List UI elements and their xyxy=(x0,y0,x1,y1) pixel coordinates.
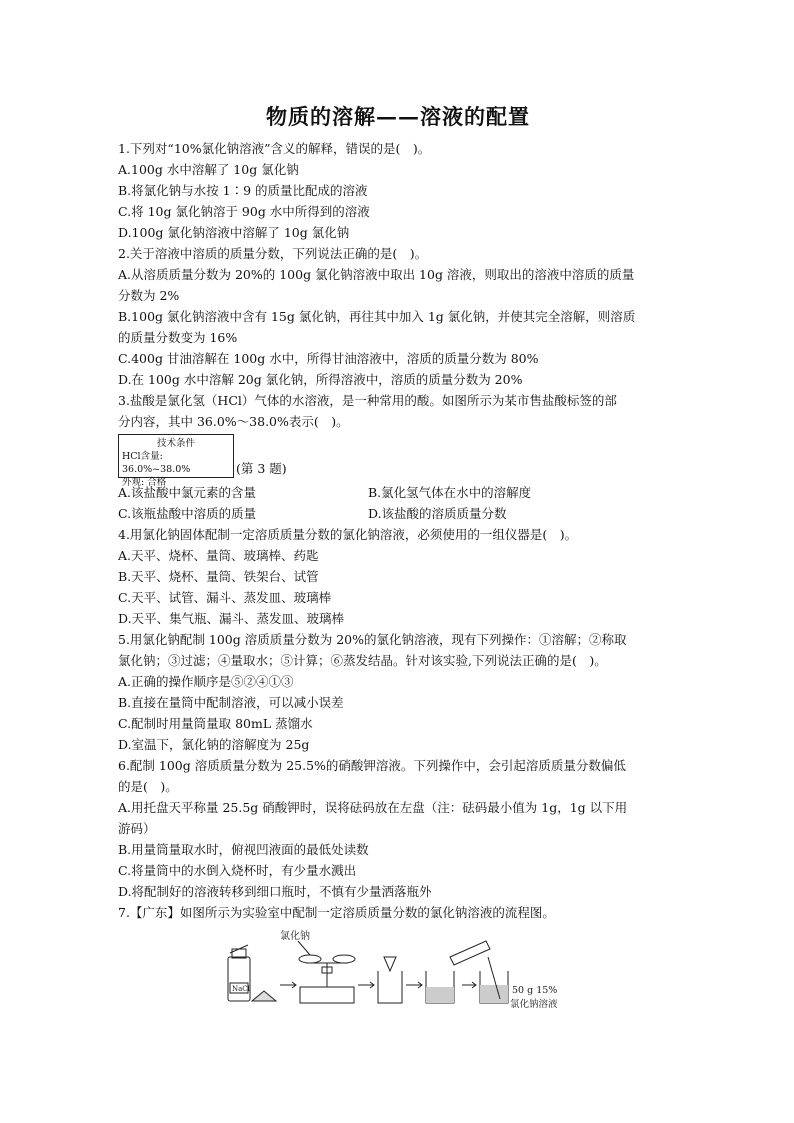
acid-label-content: HCl含量: 36.0%~38.0% xyxy=(122,451,191,475)
q2-stem: 2.关于溶液中溶质的质量分数，下列说法正确的是( )。 xyxy=(118,246,428,261)
q3-options-row-2 xyxy=(118,503,678,524)
q3-option-a: A.该盐酸中氯元素的含量 xyxy=(118,485,257,500)
q5-option-c: C.配制时用量筒量取 80mL 蒸馏水 xyxy=(118,716,313,731)
q6-stem: 6.配制 100g 溶质质量分数为 25.5%的硝酸钾溶液。下列操作中，会引起溶质质量分数偏低 xyxy=(118,758,626,773)
q2-option-a: A.从溶质质量分数为 20%的 100g 氯化钠溶液中取出 10g 溶液，则取出的溶液中溶质的质量 xyxy=(118,267,635,282)
beaker-with-water-icon xyxy=(426,971,454,1003)
q2-option-d: D.在 100g 水中溶解 20g 氯化钠，所得溶液中，溶质的质量分数为 20% xyxy=(118,372,523,387)
q4-option-a: A.天平、烧杯、量筒、玻璃棒、药匙 xyxy=(118,548,319,563)
q1-option-a: A.100g 水中溶解了 10g 氯化钠 xyxy=(118,162,299,177)
q6-option-a: A.用托盘天平称量 25.5g 硝酸钾时，误将砝码放在左盘（注：砝码最小值为 1g，1g 以下用 xyxy=(118,800,628,815)
bottle-label: NaCl xyxy=(232,985,250,993)
stirring-beaker-icon xyxy=(480,957,508,1003)
arrow-icon xyxy=(358,982,374,988)
q6-stem-cont: 的是( )。 xyxy=(118,779,178,794)
arrow-icon xyxy=(280,982,296,988)
q1-option-d: D.100g 氯化钠溶液中溶解了 10g 氯化钠 xyxy=(118,225,350,240)
q6-option-d: D.将配制好的溶液转移到细口瓶时，不慎有少量洒落瓶外 xyxy=(118,884,432,899)
q3-option-c: C.该瓶盐酸中溶质的质量 xyxy=(118,506,257,521)
q2-option-c: C.400g 甘油溶解在 100g 水中，所得甘油溶液中，溶质的质量分数为 80% xyxy=(118,351,539,366)
q6-option-a-cont: 游码） xyxy=(118,821,156,836)
acid-label-heading: 技术条件 xyxy=(156,438,195,449)
q3-option-d: D.该盐酸的溶质质量分数 xyxy=(368,506,507,521)
arrow-icon xyxy=(406,982,422,988)
q4-option-d: D.天平、集气瓶、漏斗、蒸发皿、玻璃棒 xyxy=(118,611,345,626)
beaker-icon xyxy=(378,957,402,1003)
q4-stem: 4.用氯化钠固体配制一定溶质质量分数的氯化钠溶液，必须使用的一组仪器是( )。 xyxy=(118,527,578,542)
q1-stem: 1.下列对“10%氯化钠溶液”含义的解释，错误的是( )。 xyxy=(118,141,431,156)
q5-stem: 5.用氯化钠配制 100g 溶质质量分数为 20%的氯化钠溶液，现有下列操作：①溶解；②称取 xyxy=(118,632,627,647)
q3-stem-cont: 分内容，其中 36.0%～38.0%表示( )。 xyxy=(118,414,349,429)
salt-pile-icon xyxy=(252,991,276,1001)
nacl-label: 氯化钠 xyxy=(280,931,310,942)
q3-stem: 3.盐酸是氯化氢（HCl）气体的水溶液，是一种常用的酸。如图所示为某市售盐酸标签的部 xyxy=(118,393,617,408)
q2-option-a-cont: 分数为 2% xyxy=(118,288,180,303)
q7-figure xyxy=(118,927,678,1017)
arrow-icon xyxy=(462,982,476,988)
q2-option-b: B.100g 氯化钠溶液中含有 15g 氯化钠，再往其中加入 1g 氯化钠，并使其完全溶解，则溶质 xyxy=(118,309,636,324)
graduated-cylinder-icon xyxy=(450,941,490,965)
q3-option-b: B.氯化氢气体在水中的溶解度 xyxy=(368,485,532,500)
q5-option-a: A.正确的操作顺序是⑤②④①③ xyxy=(118,674,294,689)
q6-option-c: C.将量筒中的水倒入烧杯时，有少量水溅出 xyxy=(118,863,357,878)
q5-option-b: B.直接在量筒中配制溶液，可以减小误差 xyxy=(118,695,344,710)
worksheet xyxy=(118,102,678,1017)
result-amount: 50 g 15% xyxy=(512,985,558,996)
result-name: 氯化钠溶液 xyxy=(510,999,558,1010)
q5-stem-cont: 氯化钠；③过滤；④量取水；⑤计算；⑥蒸发结晶。针对该实验,下列说法正确的是( )。 xyxy=(118,653,607,668)
q6-option-b: B.用量筒量取水时，俯视凹液面的最低处读数 xyxy=(118,842,369,857)
q4-option-b: B.天平、烧杯、量筒、铁架台、试管 xyxy=(118,569,319,584)
q3-options-row-1 xyxy=(118,482,678,503)
acid-label-appearance: 外观: 合格 xyxy=(122,477,167,488)
balance-icon xyxy=(299,955,355,1003)
q7-stem: 7.【广东】如图所示为实验室中配制一定溶质质量分数的氯化钠溶液的流程图。 xyxy=(118,905,555,920)
q3-figure xyxy=(118,434,678,488)
q3-caption: (第 3 题) xyxy=(236,461,287,476)
q1-option-c: C.将 10g 氯化钠溶于 90g 水中所得到的溶液 xyxy=(118,204,370,219)
page-title: 物质的溶解——溶液的配置 xyxy=(266,104,530,129)
q1-option-b: B.将氯化钠与水按 1∶9 的质量比配成的溶液 xyxy=(118,183,368,198)
acid-label-box xyxy=(118,434,234,488)
q2-option-b-cont: 的质量分数变为 16% xyxy=(118,330,238,345)
q4-option-c: C.天平、试管、漏斗、蒸发皿、玻璃棒 xyxy=(118,590,332,605)
q5-option-d: D.室温下，氯化钠的溶解度为 25g xyxy=(118,737,310,752)
nacl-pointer xyxy=(298,941,310,955)
solution-prep-flow-diagram xyxy=(218,927,578,1015)
